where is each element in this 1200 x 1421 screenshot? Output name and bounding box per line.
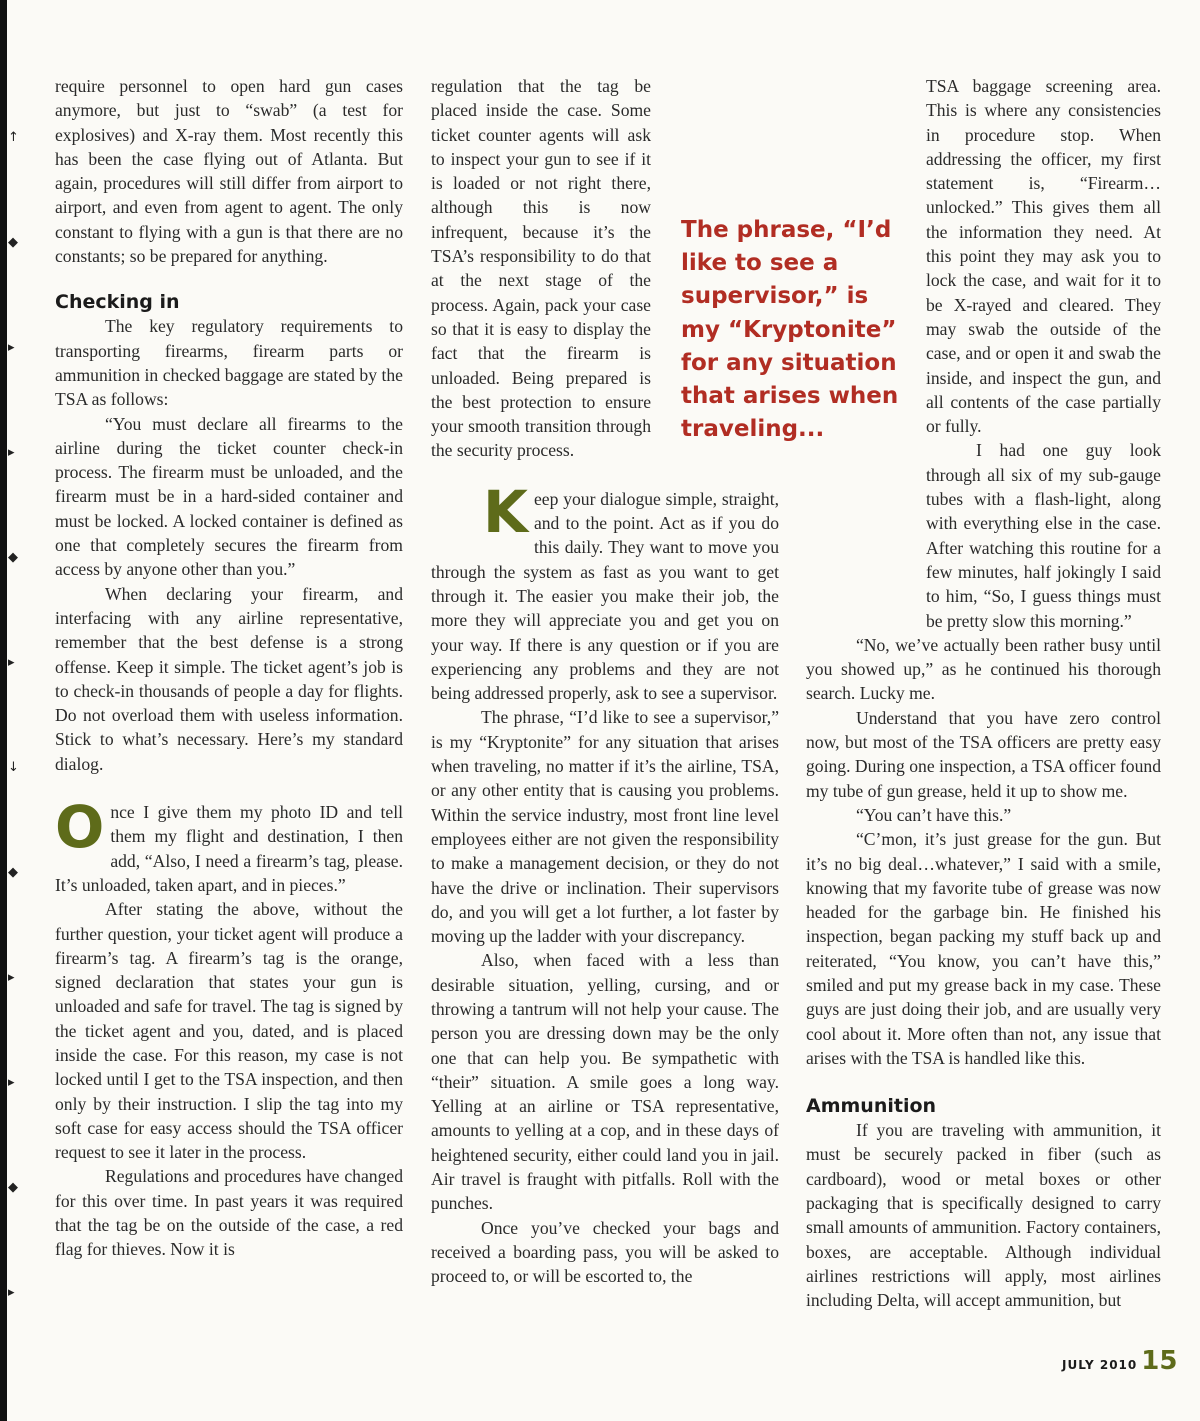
paragraph: Once you’ve checked your bags and received a boarding pass, you will be asked to proceed to, or will be escorted to, the	[431, 1217, 779, 1287]
paragraph: The key regulatory requirements to transporting firearms, firearm parts or ammunition in checked baggage are stated by the TSA as follows:	[55, 316, 403, 410]
paragraph-text: eep your dialogue simple, straight, and to the point. Act as if you do this daily. They want to move you through the system as fast as you want to get through it. The easier you make their job, the more they will appreciate you and get you on your way. If there is any question or if you are experiencing any problems and they are not being addressed properly, ask to see a supervisor.	[431, 488, 779, 704]
paragraph: “You must declare all firearms to the airline during the ticket counter check-in process. The firearm must be unloaded, and the firearm must be in a hard-sided container and must be locked. A locked container is defined as one that completely secures the firearm from access by anyone other than you.”	[55, 413, 403, 580]
pullquote-spacer	[806, 196, 926, 611]
column-3	[806, 74, 1161, 1313]
binding-mark-icon: ▸	[8, 655, 15, 670]
paragraph: Regulations and procedures have changed for this over time. In past years it was required that the tag be on the outside of the case, a red flag for thieves. Now it is	[55, 1166, 403, 1260]
paragraph: After stating the above, without the further question, your ticket agent will produce a firearm’s tag. A firearm’s tag is the orange, signed declaration that states your gun is unloaded and safe for travel. The tag is signed by the ticket agent and you, dated, and is placed inside the case. For this reason, my case is not locked until I get to the TSA inspection, and then only by their instruction. I slip the tag into my soft case for easy access should the TSA officer request to see it later in the process.	[55, 899, 403, 1163]
binding-mark-icon: ◆	[8, 1180, 18, 1195]
binding-mark-icon: ▸	[8, 1075, 15, 1090]
dropcap: K	[483, 477, 528, 546]
binding-mark-icon: ↑	[8, 130, 19, 145]
paragraph: Understand that you have zero control now, but most of the TSA officers are pretty easy going. During one inspection, a TSA officer found my tube of gun grease, held it up to show me.	[806, 707, 1161, 801]
paragraph-text: nce I give them my photo ID and tell them my flight and destination, I then add, “Also, I need a firearm’s tag, please. It’s unloaded, taken apart, and in pieces.”	[55, 802, 403, 895]
page-number: 15	[1141, 1346, 1178, 1376]
binding-mark-icon: ▸	[8, 1285, 15, 1300]
binding-mark-icon: ▸	[8, 970, 15, 985]
paragraph: The phrase, “I’d like to see a supervisor,” is my “Kryptonite” for any situation that arises when traveling, no matter if it’s the airline, TSA, or any other entity that is causing you problems. Within the service industry, most front line level employees either are not given the responsibility to make a management decision, or they do not have the drive or inclination. Their supervisors do, and you will get a lot further, a lot faster by moving up the ladder with your discrepancy.	[431, 707, 779, 947]
paragraph: Also, when faced with a less than desirable situation, yelling, cursing, and or throwing a tantrum will not help your cause. The person you are dressing down may be the only one that can help you. Be sympathetic with “their” situation. A smile goes a long way. Yelling at an airline or TSA representative, amounts to yelling at a cop, and in these days of heightened security, either could land you in jail. Air travel is fraught with pitfalls. Roll with the punches.	[431, 950, 779, 1214]
paragraph: I had one guy look through all six of my sub-gauge tubes with a flash-light, along with everything else in the case. After watching this routine for a few minutes, half jokingly I said to him, “So, I guess things must be pretty slow this morning.”	[926, 440, 1161, 631]
dropcap: O	[55, 793, 105, 862]
binding-mark-icon: ▸	[8, 445, 15, 460]
issue-date: JULY 2010	[1062, 1358, 1138, 1372]
binding-mark-icon: ◆	[8, 550, 18, 565]
binding-mark-icon: ▸	[8, 340, 15, 355]
section-heading-ammunition: Ammunition	[806, 1095, 937, 1118]
paragraph: When declaring your firearm, and interfacing with any airline representative, remember that the best defense is a strong offense. Keep it simple. The ticket agent’s job is to check-in thousands of people a day for flights. Do not overload them with useless information. Stick to what’s necessary. Here’s my standard dialog.	[55, 583, 403, 774]
paragraph: “No, we’ve actually been rather busy until you showed up,” as he continued his thorough search. Lucky me.	[806, 634, 1161, 704]
binding-mark-icon: ↓	[8, 760, 19, 775]
paragraph: TSA baggage screening area. This is where any consistencies in procedure stop. When addressing the officer, my first statement is, “Firearm…unlocked.” This gives them all the information they need. At this point they may ask you to lock the case, and wait for it to be X-rayed and cleared. They may swab the outside of the case, and or open it and swab the inside, and inspect the gun, and all contents of the case partially or fully.	[926, 76, 1161, 437]
paragraph: “C’mon, it’s just grease for the gun. But it’s no big deal…whatever,” I said with a smile, knowing that my favorite tube of grease was now headed for the garbage bin. He finished his inspection, began packing my stuff back up and reiterated, “You know, you can’t have this,” smiled and put my grease back in my case. These guys are just doing their job, and are usually very cool about it. More often than not, any issue that arises with the TSA is handled like this.	[806, 829, 1161, 1068]
binding-mark-icon: ◆	[8, 865, 18, 880]
column-1	[55, 74, 403, 1262]
paragraph: regulation that the tag be placed inside the case. Some ticket counter agents will ask to inspect your gun to see if it is loaded or not right there, although this is now infrequent, because it’s the TSA’s responsibility to do that at the next stage of the process. Again, pack your case so that it is easy to display the fact that the firearm is unloaded. Being prepared is the best protection to ensure your smooth transition through the security process.	[431, 76, 651, 461]
page-footer	[1062, 1346, 1177, 1376]
paragraph: “You can’t have this.”	[856, 804, 1012, 825]
paragraph-with-dropcap	[55, 793, 403, 897]
paragraph: require personnel to open hard gun cases anymore, but just to “swab” (a test for explosives) and X-ray them. Most recently this has been the case flying out of Atlanta. But again, procedures will still differ from airport to airport, and even from agent to agent. The only constant to flying with a gun is that there are no constants; so be prepared for anything.	[55, 76, 403, 267]
paragraph: If you are traveling with ammunition, it must be securely packed in fiber (such as cardboard), wood or metal boxes or other packaging that is specifically designed to carry small amounts of ammunition. Factory containers, boxes, are acceptable. Although individual airlines restrictions will apply, most airlines including Delta, will accept ammunition, but	[806, 1120, 1161, 1311]
binding-mark-icon: ◆	[8, 235, 18, 250]
pull-quote: The phrase, “I’d like to see a supervisor,” is my “Kryptonite” for any situation that arises when traveling...	[681, 217, 899, 443]
binding-edge	[0, 0, 7, 1421]
paragraph-with-dropcap	[431, 477, 779, 706]
section-heading-checking-in: Checking in	[55, 291, 180, 314]
